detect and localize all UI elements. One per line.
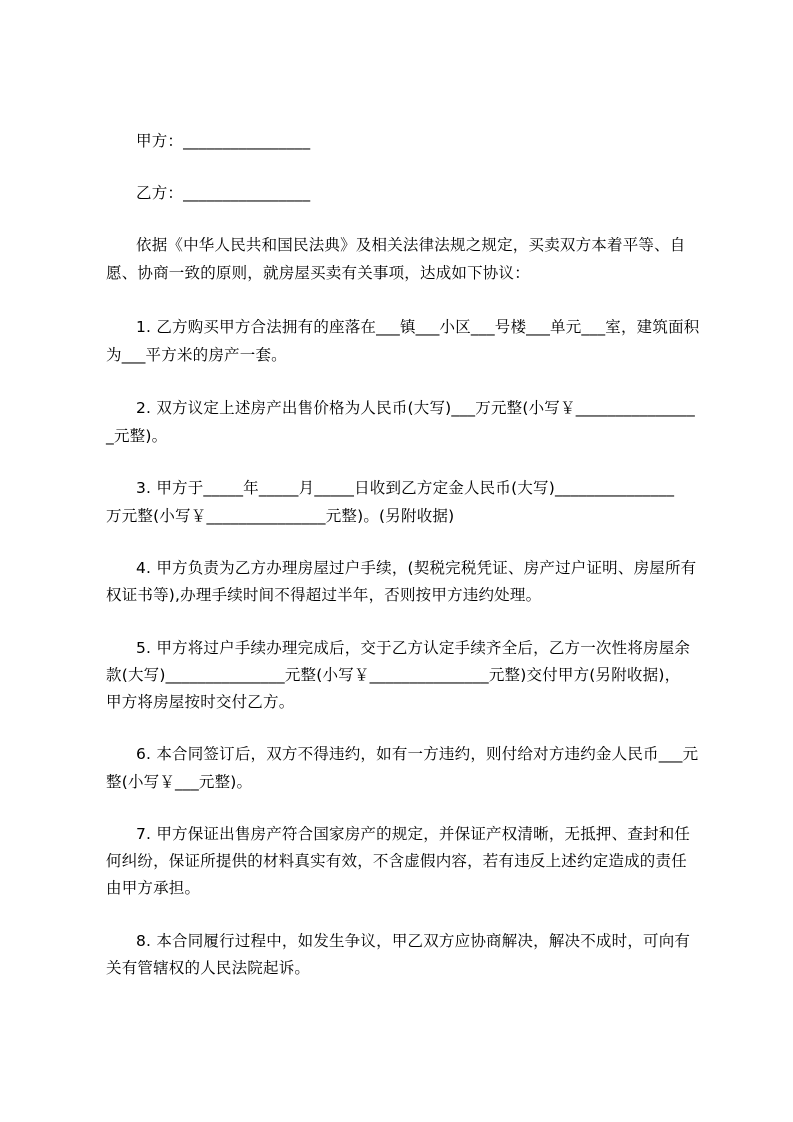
party-a-line: 甲方：________________ <box>136 132 311 150</box>
clause-6-line-1: 6. 本合同签订后，双方不得违约，如有一方违约，则付给对方违约金人民币___元 <box>136 745 699 763</box>
clause-5-line-1: 5. 甲方将过户手续办理完成后，交于乙方认定手续齐全后，乙方一次性将房屋余 <box>136 639 691 657</box>
clause-7-line-1: 7. 甲方保证出售房产符合国家房产的规定，并保证产权清晰，无抵押、查封和任 <box>136 825 691 843</box>
preamble-line-1: 依据《中华人民共和国民法典》及相关法律法规之规定，买卖双方本着平等、自 <box>136 236 686 254</box>
clause-3-line-1: 3. 甲方于_____年_____月_____日收到乙方定金人民币(大写)_______________ <box>136 479 675 497</box>
clause-4-line-2: 权证书等),办理手续时间不得超过半年，否则按甲方违约处理。 <box>106 586 542 604</box>
clause-1-line-2: 为___平方米的房产一套。 <box>106 346 287 364</box>
clause-2-line-2: _元整)。 <box>106 427 168 445</box>
clause-1-line-1: 1. 乙方购买甲方合法拥有的座落在___镇___小区___号楼___单元___室，建筑面积 <box>136 318 700 336</box>
party-b-line: 乙方：________________ <box>136 184 311 202</box>
clause-7-line-3: 由甲方承担。 <box>106 879 201 897</box>
clause-3-line-2: 万元整(小写￥_______________元整)。(另附收据) <box>106 507 455 525</box>
clause-8-line-1: 8. 本合同履行过程中，如发生争议，甲乙双方应协商解决，解决不成时，可向有 <box>136 932 691 950</box>
clause-6-line-2: 整(小写￥___元整)。 <box>106 773 253 791</box>
clause-8-line-2: 关有管辖权的人民法院起诉。 <box>106 959 311 977</box>
clause-5-line-3: 甲方将房屋按时交付乙方。 <box>106 693 295 711</box>
clause-7-line-2: 何纠纷，保证所提供的材料真实有效，不含虚假内容，若有违反上述约定造成的责任 <box>106 852 687 870</box>
clause-5-line-2: 款(大写)_______________元整(小写￥_______________元整)交付甲方(另附收据)， <box>106 666 681 684</box>
preamble-line-2: 愿、协商一致的原则，就房屋买卖有关事项，达成如下协议： <box>106 264 530 282</box>
clause-2-line-1: 2. 双方议定上述房产出售价格为人民币(大写)___万元整(小写￥_______________ <box>136 399 695 417</box>
clause-4-line-1: 4. 甲方负责为乙方办理房屋过户手续，(契税完税凭证、房产过户证明、房屋所有 <box>136 559 697 577</box>
